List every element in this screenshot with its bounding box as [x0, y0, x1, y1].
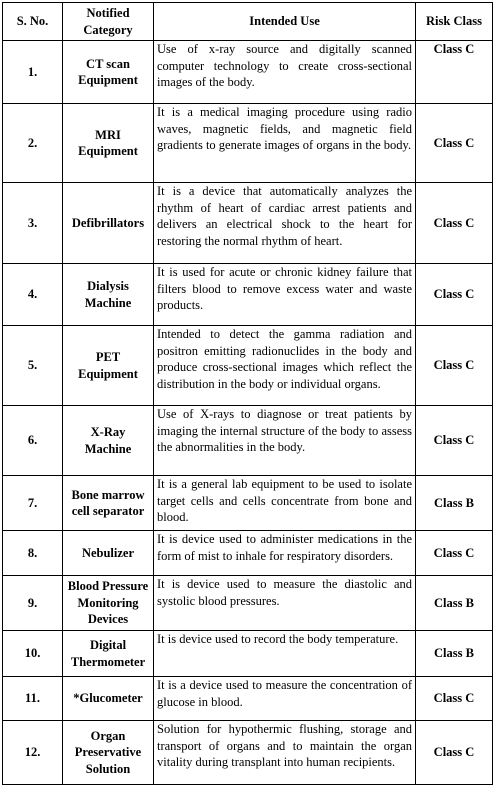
table-row — [3, 476, 493, 531]
table-row — [3, 677, 493, 721]
table-row — [3, 721, 493, 785]
row-risk: Class B — [416, 576, 493, 631]
row-sno: 9. — [3, 576, 63, 631]
row-use: It is a device that automatically analyzes the rhythm of heart of cardiac arrest patients and delivers an electrical shock to the heart for restoring the normal rhythm of heart. — [154, 183, 416, 264]
row-sno: 10. — [3, 631, 63, 677]
row-category: Defibrillators — [63, 183, 154, 264]
header-row — [3, 3, 493, 41]
row-use: Intended to detect the gamma radiation and positron emitting radionuclides in the body and produce cross-sectional images which reflect the distribution in the body or individual organs. — [154, 326, 416, 406]
header-sno: S. No. — [3, 3, 63, 41]
row-sno: 6. — [3, 406, 63, 476]
row-use: It is device used to measure the diastolic and systolic blood pressures. — [154, 576, 416, 631]
row-use: Use of x-ray source and digitally scanned computer technology to create cross-sectional images of the body. — [154, 41, 416, 104]
row-sno: 1. — [3, 41, 63, 104]
row-category: X-Ray Machine — [63, 406, 154, 476]
row-use: It is a general lab equipment to be used to isolate target cells and cells concentrate from bone and blood. — [154, 476, 416, 531]
table-row — [3, 183, 493, 264]
row-risk: Class C — [416, 531, 493, 576]
row-sno: 8. — [3, 531, 63, 576]
row-risk: Class C — [416, 326, 493, 406]
row-category: MRI Equipment — [63, 104, 154, 183]
row-risk: Class C — [416, 264, 493, 326]
table-row — [3, 104, 493, 183]
table-row — [3, 326, 493, 406]
row-category: Dialysis Machine — [63, 264, 154, 326]
row-use: Use of X-rays to diagnose or treat patients by imaging the internal structure of the body to assess the abnormalities in the body. — [154, 406, 416, 476]
row-category: Digital Thermometer — [63, 631, 154, 677]
table-row — [3, 41, 493, 104]
row-use: It is a device used to measure the concentration of glucose in blood. — [154, 677, 416, 721]
row-risk: Class C — [416, 721, 493, 785]
row-use: It is used for acute or chronic kidney failure that filters blood to remove excess water and waste products. — [154, 264, 416, 326]
table-row — [3, 406, 493, 476]
row-risk: Class C — [416, 104, 493, 183]
header-category: Notified Category — [63, 3, 154, 41]
row-category: CT scan Equipment — [63, 41, 154, 104]
row-sno: 11. — [3, 677, 63, 721]
row-sno: 5. — [3, 326, 63, 406]
row-category: Nebulizer — [63, 531, 154, 576]
row-sno: 3. — [3, 183, 63, 264]
row-category: *Glucometer — [63, 677, 154, 721]
row-risk: Class C — [416, 183, 493, 264]
devices-table — [2, 2, 493, 785]
row-risk: Class C — [416, 41, 493, 104]
row-sno: 12. — [3, 721, 63, 785]
table-row — [3, 631, 493, 677]
row-use: It is device used to record the body temperature. — [154, 631, 416, 677]
header-use: Intended Use — [154, 3, 416, 41]
row-use: It is a medical imaging procedure using radio waves, magnetic fields, and magnetic field gradients to generate images of organs in the body. — [154, 104, 416, 183]
table-row — [3, 531, 493, 576]
row-category: Blood Pressure Monitoring Devices — [63, 576, 154, 631]
row-sno: 7. — [3, 476, 63, 531]
table-row — [3, 264, 493, 326]
row-risk: Class C — [416, 677, 493, 721]
row-risk: Class C — [416, 406, 493, 476]
row-risk: Class B — [416, 476, 493, 531]
header-risk: Risk Class — [416, 3, 493, 41]
row-category: PET Equipment — [63, 326, 154, 406]
row-use: Solution for hypothermic flushing, storage and transport of organs and to maintain the organ vitality during transplant into human recipients. — [154, 721, 416, 785]
row-use: It is device used to administer medications in the form of mist to inhale for respiratory disorders. — [154, 531, 416, 576]
row-sno: 4. — [3, 264, 63, 326]
row-risk: Class B — [416, 631, 493, 677]
row-sno: 2. — [3, 104, 63, 183]
row-category: Organ Preservative Solution — [63, 721, 154, 785]
row-category: Bone marrow cell separator — [63, 476, 154, 531]
table-row — [3, 576, 493, 631]
